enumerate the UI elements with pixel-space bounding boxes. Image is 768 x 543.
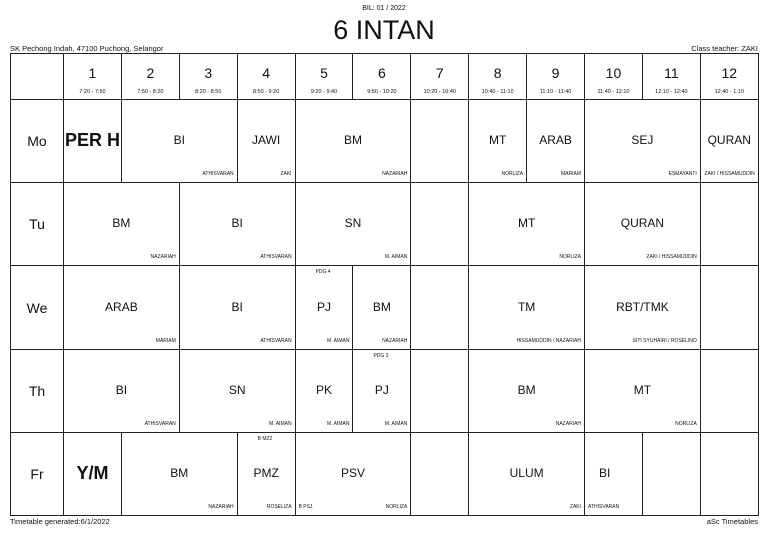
period-header: 4 8:50 - 9:20 <box>237 54 295 100</box>
period-header: 9 11:10 - 11:40 <box>527 54 585 100</box>
period-header: 3 8:20 - 8:50 <box>179 54 237 100</box>
empty-cell <box>700 183 758 266</box>
day-label: Tu <box>11 183 64 266</box>
empty-cell <box>411 100 469 183</box>
lesson-cell: PER H <box>64 100 122 183</box>
lesson-cell: BI ATHISVARAN <box>179 183 295 266</box>
lesson-cell: PDG 3 PJ M. AIMAN <box>353 349 411 432</box>
lesson-cell: ARAB MARIAM <box>64 266 180 349</box>
empty-cell <box>411 349 469 432</box>
empty-cell <box>700 349 758 432</box>
lesson-cell: PK M. AIMAN <box>295 349 353 432</box>
lesson-cell: SN M. AIMAN <box>179 349 295 432</box>
lesson-cell: SEJ ESMAYANTI <box>585 100 701 183</box>
software-credit: aSc Timetables <box>706 517 758 526</box>
period-header: 6 9:50 - 10:20 <box>353 54 411 100</box>
lesson-cell: PDG 4 PJ M. AIMAN <box>295 266 353 349</box>
period-header: 1 7:20 - 7:50 <box>64 54 122 100</box>
period-header: 8 10:40 - 11:10 <box>469 54 527 100</box>
period-header: 10 11:40 - 12:10 <box>585 54 643 100</box>
lesson-cell: B MZ2 PMZ ROSELIZA <box>237 432 295 515</box>
period-header-row <box>11 54 759 100</box>
empty-cell <box>700 266 758 349</box>
lesson-cell: MT NORLIZA <box>469 183 585 266</box>
lesson-cell: MT NORLIZA <box>469 100 527 183</box>
empty-cell <box>411 266 469 349</box>
lesson-cell: JAWI ZAKI <box>237 100 295 183</box>
lesson-cell: QURAN ZAKI / HISSAMUDDIN <box>700 100 758 183</box>
period-header: 5 9:20 - 9:40 <box>295 54 353 100</box>
lesson-cell: RBT/TMK SITI SYUHAIRI / ROSELINO <box>585 266 701 349</box>
lesson-cell: BM NAZARIAH <box>469 349 585 432</box>
empty-cell <box>411 183 469 266</box>
lesson-cell: Y/M <box>64 432 122 515</box>
day-row-friday <box>11 432 759 515</box>
lesson-cell: PSV B PS1 NORLIZA <box>295 432 411 515</box>
lesson-cell: MT NORLIZA <box>585 349 701 432</box>
day-row-thursday <box>11 349 759 432</box>
period-header: 7 10:20 - 10:40 <box>411 54 469 100</box>
lesson-cell: BM NAZARIAH <box>353 266 411 349</box>
lesson-cell: BI ATHISVARAN <box>585 432 643 515</box>
period-header: 12 12:40 - 1:10 <box>700 54 758 100</box>
day-label: We <box>11 266 64 349</box>
period-header: 2 7:50 - 8:20 <box>121 54 179 100</box>
page-title: 6 INTAN <box>333 15 435 45</box>
lesson-cell: QURAN ZAKI / HISSAMUDDIN <box>585 183 701 266</box>
school-name: SK Pechong Indah, 47100 Puchong, Selangor <box>10 44 164 53</box>
day-label: Th <box>11 349 64 432</box>
lesson-cell: BI ATHISVARAN <box>64 349 180 432</box>
day-label: Mo <box>11 100 64 183</box>
timetable-grid <box>10 53 759 516</box>
lesson-cell: BM NAZARIAH <box>121 432 237 515</box>
generated-date: Timetable generated:6/1/2022 <box>10 517 110 526</box>
lesson-cell: BM NAZARIAH <box>64 183 180 266</box>
lesson-cell: BM NAZARIAH <box>295 100 411 183</box>
lesson-cell: SN M. AIMAN <box>295 183 411 266</box>
lesson-cell: BI ATHISVARAN <box>121 100 237 183</box>
day-row-monday <box>11 100 759 183</box>
lesson-cell: BI ATHISVARAN <box>179 266 295 349</box>
lesson-cell: ARAB MARIAM <box>527 100 585 183</box>
day-row-tuesday <box>11 183 759 266</box>
empty-cell <box>411 432 469 515</box>
document-number: BIL: 01 / 2022 <box>362 5 406 12</box>
lesson-cell: TM HISSAMUDDIN / NAZARIAH <box>469 266 585 349</box>
day-row-wednesday <box>11 266 759 349</box>
lesson-cell: ULUM ZAKI <box>469 432 585 515</box>
period-header: 11 12:10 - 12:40 <box>642 54 700 100</box>
empty-cell <box>700 432 758 515</box>
class-teacher: Class teacher: ZAKI <box>691 44 758 53</box>
corner-cell <box>11 54 64 100</box>
empty-cell <box>642 432 700 515</box>
day-label: Fr <box>11 432 64 515</box>
